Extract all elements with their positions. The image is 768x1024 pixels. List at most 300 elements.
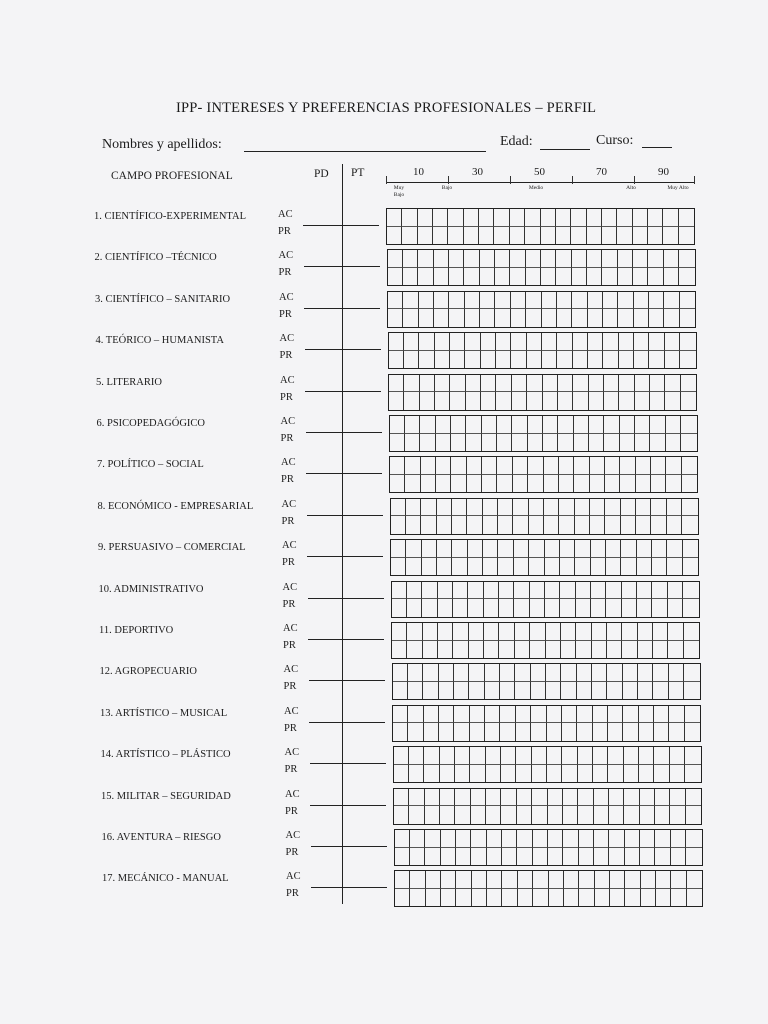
grid-cell[interactable]	[650, 416, 665, 434]
grid-cell[interactable]	[484, 599, 499, 617]
grid-cell[interactable]	[620, 434, 635, 452]
grid-cell[interactable]	[393, 706, 408, 724]
grid-cell[interactable]	[501, 747, 516, 765]
grid-cell[interactable]	[499, 599, 514, 617]
grid-cell[interactable]	[487, 848, 502, 866]
grid-cell[interactable]	[546, 682, 561, 700]
grid-cell[interactable]	[625, 889, 640, 907]
grid-cell[interactable]	[440, 806, 455, 824]
grid-cell[interactable]	[687, 889, 702, 907]
grid-cell[interactable]	[530, 582, 545, 600]
grid-cell[interactable]	[525, 209, 540, 227]
grid-cell[interactable]	[513, 516, 528, 534]
score-entry-line[interactable]	[303, 225, 379, 226]
score-entry-line[interactable]	[306, 473, 382, 474]
grid-cell[interactable]	[456, 830, 471, 848]
grid-cell[interactable]	[424, 706, 439, 724]
grid-cell[interactable]	[497, 434, 512, 452]
grid-cell[interactable]	[453, 623, 468, 641]
grid-cell[interactable]	[571, 209, 586, 227]
grid-cell[interactable]	[610, 871, 625, 889]
grid-cell[interactable]	[531, 664, 546, 682]
grid-cell[interactable]	[686, 806, 701, 824]
grid-cell[interactable]	[404, 375, 419, 393]
grid-cell[interactable]	[590, 516, 605, 534]
grid-cell[interactable]	[680, 309, 695, 327]
grid-cell[interactable]	[480, 250, 495, 268]
grid-cell[interactable]	[665, 375, 680, 393]
grid-cell[interactable]	[654, 706, 669, 724]
grid-cell[interactable]	[606, 582, 621, 600]
grid-cell[interactable]	[395, 889, 410, 907]
grid-cell[interactable]	[671, 830, 686, 848]
grid-cell[interactable]	[679, 209, 694, 227]
grid-cell[interactable]	[668, 582, 683, 600]
grid-cell[interactable]	[532, 765, 547, 783]
grid-cell[interactable]	[405, 475, 420, 493]
grid-cell[interactable]	[602, 250, 617, 268]
grid-cell[interactable]	[483, 516, 498, 534]
grid-cell[interactable]	[515, 682, 530, 700]
grid-cell[interactable]	[608, 706, 623, 724]
grid-cell[interactable]	[455, 789, 470, 807]
grid-cell[interactable]	[424, 747, 439, 765]
grid-cell[interactable]	[541, 209, 556, 227]
grid-cell[interactable]	[624, 765, 639, 783]
grid-cell[interactable]	[480, 292, 495, 310]
grid-cell[interactable]	[392, 641, 407, 659]
grid-cell[interactable]	[481, 333, 496, 351]
grid-cell[interactable]	[655, 789, 670, 807]
grid-cell[interactable]	[591, 540, 606, 558]
grid-cell[interactable]	[684, 623, 699, 641]
grid-cell[interactable]	[589, 375, 604, 393]
grid-cell[interactable]	[469, 641, 484, 659]
grid-cell[interactable]	[497, 475, 512, 493]
grid-cell[interactable]	[434, 268, 449, 286]
grid-cell[interactable]	[502, 848, 517, 866]
grid-cell[interactable]	[418, 209, 433, 227]
grid-cell[interactable]	[439, 706, 454, 724]
grid-cell[interactable]	[471, 806, 486, 824]
grid-cell[interactable]	[395, 871, 410, 889]
grid-cell[interactable]	[655, 848, 670, 866]
grid-cell[interactable]	[562, 723, 577, 741]
grid-cell[interactable]	[435, 375, 450, 393]
grid-cell[interactable]	[527, 333, 542, 351]
grid-cell[interactable]	[592, 641, 607, 659]
grid-cell[interactable]	[591, 599, 606, 617]
grid-cell[interactable]	[456, 889, 471, 907]
grid-cell[interactable]	[602, 227, 617, 245]
grid-cell[interactable]	[422, 540, 437, 558]
grid-cell[interactable]	[528, 416, 543, 434]
grid-cell[interactable]	[670, 789, 685, 807]
grid-cell[interactable]	[649, 333, 664, 351]
grid-cell[interactable]	[576, 623, 591, 641]
grid-cell[interactable]	[437, 540, 452, 558]
grid-cell[interactable]	[634, 333, 649, 351]
grid-cell[interactable]	[450, 351, 465, 369]
grid-cell[interactable]	[639, 706, 654, 724]
grid-cell[interactable]	[500, 706, 515, 724]
grid-cell[interactable]	[618, 268, 633, 286]
grid-cell[interactable]	[514, 582, 529, 600]
grid-cell[interactable]	[638, 641, 653, 659]
grid-cell[interactable]	[572, 250, 587, 268]
grid-cell[interactable]	[619, 333, 634, 351]
grid-cell[interactable]	[617, 227, 632, 245]
grid-cell[interactable]	[651, 516, 666, 534]
grid-cell[interactable]	[438, 599, 453, 617]
grid-cell[interactable]	[680, 333, 695, 351]
grid-cell[interactable]	[618, 309, 633, 327]
grid-cell[interactable]	[683, 582, 698, 600]
grid-cell[interactable]	[511, 351, 526, 369]
grid-cell[interactable]	[440, 789, 455, 807]
grid-cell[interactable]	[652, 599, 667, 617]
grid-cell[interactable]	[395, 830, 410, 848]
grid-cell[interactable]	[587, 268, 602, 286]
grid-cell[interactable]	[558, 434, 573, 452]
grid-cell[interactable]	[595, 871, 610, 889]
grid-cell[interactable]	[409, 747, 424, 765]
grid-cell[interactable]	[605, 457, 620, 475]
grid-cell[interactable]	[682, 457, 697, 475]
grid-cell[interactable]	[404, 333, 419, 351]
grid-cell[interactable]	[649, 309, 664, 327]
grid-cell[interactable]	[510, 227, 525, 245]
grid-cell[interactable]	[433, 209, 448, 227]
grid-cell[interactable]	[436, 457, 451, 475]
grid-cell[interactable]	[638, 623, 653, 641]
grid-cell[interactable]	[618, 250, 633, 268]
grid-cell[interactable]	[426, 871, 441, 889]
grid-cell[interactable]	[548, 848, 563, 866]
grid-cell[interactable]	[559, 499, 574, 517]
grid-cell[interactable]	[388, 268, 403, 286]
grid-cell[interactable]	[686, 830, 701, 848]
grid-cell[interactable]	[514, 599, 529, 617]
grid-cell[interactable]	[467, 516, 482, 534]
grid-cell[interactable]	[426, 889, 441, 907]
grid-cell[interactable]	[456, 848, 471, 866]
grid-cell[interactable]	[389, 351, 404, 369]
grid-cell[interactable]	[545, 599, 560, 617]
grid-cell[interactable]	[577, 706, 592, 724]
grid-cell[interactable]	[487, 889, 502, 907]
grid-cell[interactable]	[608, 747, 623, 765]
grid-cell[interactable]	[636, 475, 651, 493]
grid-cell[interactable]	[405, 416, 420, 434]
grid-cell[interactable]	[464, 209, 479, 227]
grid-cell[interactable]	[390, 434, 405, 452]
grid-cell[interactable]	[484, 641, 499, 659]
grid-cell[interactable]	[562, 765, 577, 783]
grid-cell[interactable]	[470, 765, 485, 783]
grid-cell[interactable]	[517, 830, 532, 848]
score-entry-line[interactable]	[310, 763, 386, 764]
grid-cell[interactable]	[620, 475, 635, 493]
grid-cell[interactable]	[408, 706, 423, 724]
grid-cell[interactable]	[533, 830, 548, 848]
grid-cell[interactable]	[470, 706, 485, 724]
grid-cell[interactable]	[425, 830, 440, 848]
grid-cell[interactable]	[664, 268, 679, 286]
grid-cell[interactable]	[515, 664, 530, 682]
grid-cell[interactable]	[654, 723, 669, 741]
grid-cell[interactable]	[425, 806, 440, 824]
grid-cell[interactable]	[686, 789, 701, 807]
grid-cell[interactable]	[482, 457, 497, 475]
grid-cell[interactable]	[634, 292, 649, 310]
grid-cell[interactable]	[449, 250, 464, 268]
grid-cell[interactable]	[668, 623, 683, 641]
grid-cell[interactable]	[388, 292, 403, 310]
score-entry-line[interactable]	[309, 680, 385, 681]
grid-cell[interactable]	[655, 806, 670, 824]
grid-cell[interactable]	[549, 871, 564, 889]
grid-cell[interactable]	[484, 582, 499, 600]
grid-cell[interactable]	[641, 871, 656, 889]
grid-cell[interactable]	[449, 309, 464, 327]
grid-cell[interactable]	[479, 209, 494, 227]
grid-cell[interactable]	[573, 375, 588, 393]
grid-cell[interactable]	[466, 375, 481, 393]
grid-cell[interactable]	[572, 268, 587, 286]
grid-cell[interactable]	[639, 747, 654, 765]
grid-cell[interactable]	[609, 789, 624, 807]
grid-cell[interactable]	[578, 806, 593, 824]
grid-cell[interactable]	[635, 434, 650, 452]
grid-cell[interactable]	[562, 747, 577, 765]
score-entry-line[interactable]	[304, 308, 380, 309]
grid-cell[interactable]	[487, 830, 502, 848]
grid-cell[interactable]	[455, 806, 470, 824]
score-entry-line[interactable]	[307, 515, 383, 516]
grid-cell[interactable]	[564, 889, 579, 907]
grid-cell[interactable]	[653, 664, 668, 682]
grid-cell[interactable]	[403, 250, 418, 268]
grid-cell[interactable]	[620, 457, 635, 475]
grid-cell[interactable]	[437, 558, 452, 576]
grid-cell[interactable]	[594, 789, 609, 807]
grid-cell[interactable]	[652, 582, 667, 600]
grid-cell[interactable]	[671, 889, 686, 907]
grid-cell[interactable]	[501, 806, 516, 824]
grid-cell[interactable]	[403, 309, 418, 327]
grid-cell[interactable]	[666, 475, 681, 493]
grid-cell[interactable]	[656, 871, 671, 889]
grid-cell[interactable]	[573, 351, 588, 369]
grid-cell[interactable]	[652, 558, 667, 576]
grid-cell[interactable]	[637, 582, 652, 600]
grid-cell[interactable]	[589, 416, 604, 434]
grid-cell[interactable]	[468, 582, 483, 600]
grid-cell[interactable]	[454, 723, 469, 741]
age-field[interactable]	[540, 149, 590, 150]
grid-cell[interactable]	[470, 723, 485, 741]
grid-cell[interactable]	[605, 499, 620, 517]
grid-cell[interactable]	[498, 516, 513, 534]
grid-cell[interactable]	[406, 516, 421, 534]
grid-cell[interactable]	[636, 457, 651, 475]
grid-cell[interactable]	[650, 434, 665, 452]
grid-cell[interactable]	[544, 516, 559, 534]
grid-cell[interactable]	[635, 375, 650, 393]
grid-cell[interactable]	[497, 457, 512, 475]
grid-cell[interactable]	[495, 309, 510, 327]
grid-cell[interactable]	[556, 250, 571, 268]
grid-cell[interactable]	[454, 706, 469, 724]
grid-cell[interactable]	[406, 499, 421, 517]
grid-cell[interactable]	[452, 540, 467, 558]
score-entry-line[interactable]	[308, 639, 384, 640]
score-entry-line[interactable]	[304, 266, 380, 267]
grid-cell[interactable]	[669, 682, 684, 700]
grid-cell[interactable]	[482, 416, 497, 434]
grid-cell[interactable]	[575, 516, 590, 534]
grid-cell[interactable]	[651, 475, 666, 493]
grid-cell[interactable]	[420, 375, 435, 393]
grid-cell[interactable]	[450, 333, 465, 351]
grid-cell[interactable]	[652, 540, 667, 558]
grid-cell[interactable]	[640, 789, 655, 807]
grid-cell[interactable]	[556, 227, 571, 245]
grid-cell[interactable]	[410, 889, 425, 907]
grid-cell[interactable]	[389, 375, 404, 393]
grid-cell[interactable]	[441, 871, 456, 889]
grid-cell[interactable]	[465, 333, 480, 351]
grid-cell[interactable]	[593, 706, 608, 724]
grid-cell[interactable]	[530, 623, 545, 641]
score-entry-line[interactable]	[305, 349, 381, 350]
grid-cell[interactable]	[422, 599, 437, 617]
grid-cell[interactable]	[496, 392, 511, 410]
grid-cell[interactable]	[466, 392, 481, 410]
grid-cell[interactable]	[410, 871, 425, 889]
grid-cell[interactable]	[576, 582, 591, 600]
grid-cell[interactable]	[543, 392, 558, 410]
grid-cell[interactable]	[640, 848, 655, 866]
grid-cell[interactable]	[501, 765, 516, 783]
grid-cell[interactable]	[620, 416, 635, 434]
grid-cell[interactable]	[440, 765, 455, 783]
grid-cell[interactable]	[449, 268, 464, 286]
grid-cell[interactable]	[464, 250, 479, 268]
grid-cell[interactable]	[448, 227, 463, 245]
grid-cell[interactable]	[574, 457, 589, 475]
grid-cell[interactable]	[649, 292, 664, 310]
grid-cell[interactable]	[516, 723, 531, 741]
grid-cell[interactable]	[452, 516, 467, 534]
grid-cell[interactable]	[394, 747, 409, 765]
grid-cell[interactable]	[450, 375, 465, 393]
grid-cell[interactable]	[594, 806, 609, 824]
grid-cell[interactable]	[577, 664, 592, 682]
grid-cell[interactable]	[388, 309, 403, 327]
grid-cell[interactable]	[434, 292, 449, 310]
score-entry-line[interactable]	[308, 598, 384, 599]
grid-cell[interactable]	[606, 558, 621, 576]
grid-cell[interactable]	[387, 209, 402, 227]
grid-cell[interactable]	[465, 292, 480, 310]
grid-cell[interactable]	[486, 806, 501, 824]
grid-cell[interactable]	[481, 375, 496, 393]
grid-cell[interactable]	[498, 499, 513, 517]
grid-cell[interactable]	[619, 351, 634, 369]
grid-cell[interactable]	[500, 723, 515, 741]
grid-cell[interactable]	[436, 434, 451, 452]
grid-cell[interactable]	[502, 830, 517, 848]
grid-cell[interactable]	[589, 392, 604, 410]
grid-cell[interactable]	[517, 789, 532, 807]
grid-cell[interactable]	[533, 889, 548, 907]
grid-cell[interactable]	[545, 582, 560, 600]
grid-cell[interactable]	[637, 558, 652, 576]
grid-cell[interactable]	[606, 599, 621, 617]
grid-cell[interactable]	[495, 268, 510, 286]
grid-cell[interactable]	[433, 227, 448, 245]
name-field[interactable]	[244, 151, 486, 152]
grid-cell[interactable]	[682, 499, 697, 517]
grid-cell[interactable]	[669, 723, 684, 741]
grid-cell[interactable]	[594, 830, 609, 848]
grid-cell[interactable]	[529, 558, 544, 576]
grid-cell[interactable]	[518, 871, 533, 889]
grid-cell[interactable]	[651, 457, 666, 475]
score-entry-line[interactable]	[305, 391, 381, 392]
grid-cell[interactable]	[542, 292, 557, 310]
grid-cell[interactable]	[422, 558, 437, 576]
grid-cell[interactable]	[424, 765, 439, 783]
grid-cell[interactable]	[625, 830, 640, 848]
grid-cell[interactable]	[451, 457, 466, 475]
grid-cell[interactable]	[604, 416, 619, 434]
grid-cell[interactable]	[467, 499, 482, 517]
grid-cell[interactable]	[407, 641, 422, 659]
grid-cell[interactable]	[648, 268, 663, 286]
grid-cell[interactable]	[482, 475, 497, 493]
grid-cell[interactable]	[418, 268, 433, 286]
grid-cell[interactable]	[392, 599, 407, 617]
grid-cell[interactable]	[636, 516, 651, 534]
grid-cell[interactable]	[587, 209, 602, 227]
grid-cell[interactable]	[548, 789, 563, 807]
grid-cell[interactable]	[410, 848, 425, 866]
grid-cell[interactable]	[681, 392, 696, 410]
grid-cell[interactable]	[592, 623, 607, 641]
grid-cell[interactable]	[623, 723, 638, 741]
grid-cell[interactable]	[667, 558, 682, 576]
grid-cell[interactable]	[511, 309, 526, 327]
grid-cell[interactable]	[392, 582, 407, 600]
grid-cell[interactable]	[607, 682, 622, 700]
grid-cell[interactable]	[577, 723, 592, 741]
grid-cell[interactable]	[640, 806, 655, 824]
grid-cell[interactable]	[530, 599, 545, 617]
grid-cell[interactable]	[439, 723, 454, 741]
grid-cell[interactable]	[544, 499, 559, 517]
grid-cell[interactable]	[528, 434, 543, 452]
grid-cell[interactable]	[421, 457, 436, 475]
grid-cell[interactable]	[545, 558, 560, 576]
grid-cell[interactable]	[419, 351, 434, 369]
grid-cell[interactable]	[395, 848, 410, 866]
grid-cell[interactable]	[527, 392, 542, 410]
grid-cell[interactable]	[483, 499, 498, 517]
grid-cell[interactable]	[560, 558, 575, 576]
